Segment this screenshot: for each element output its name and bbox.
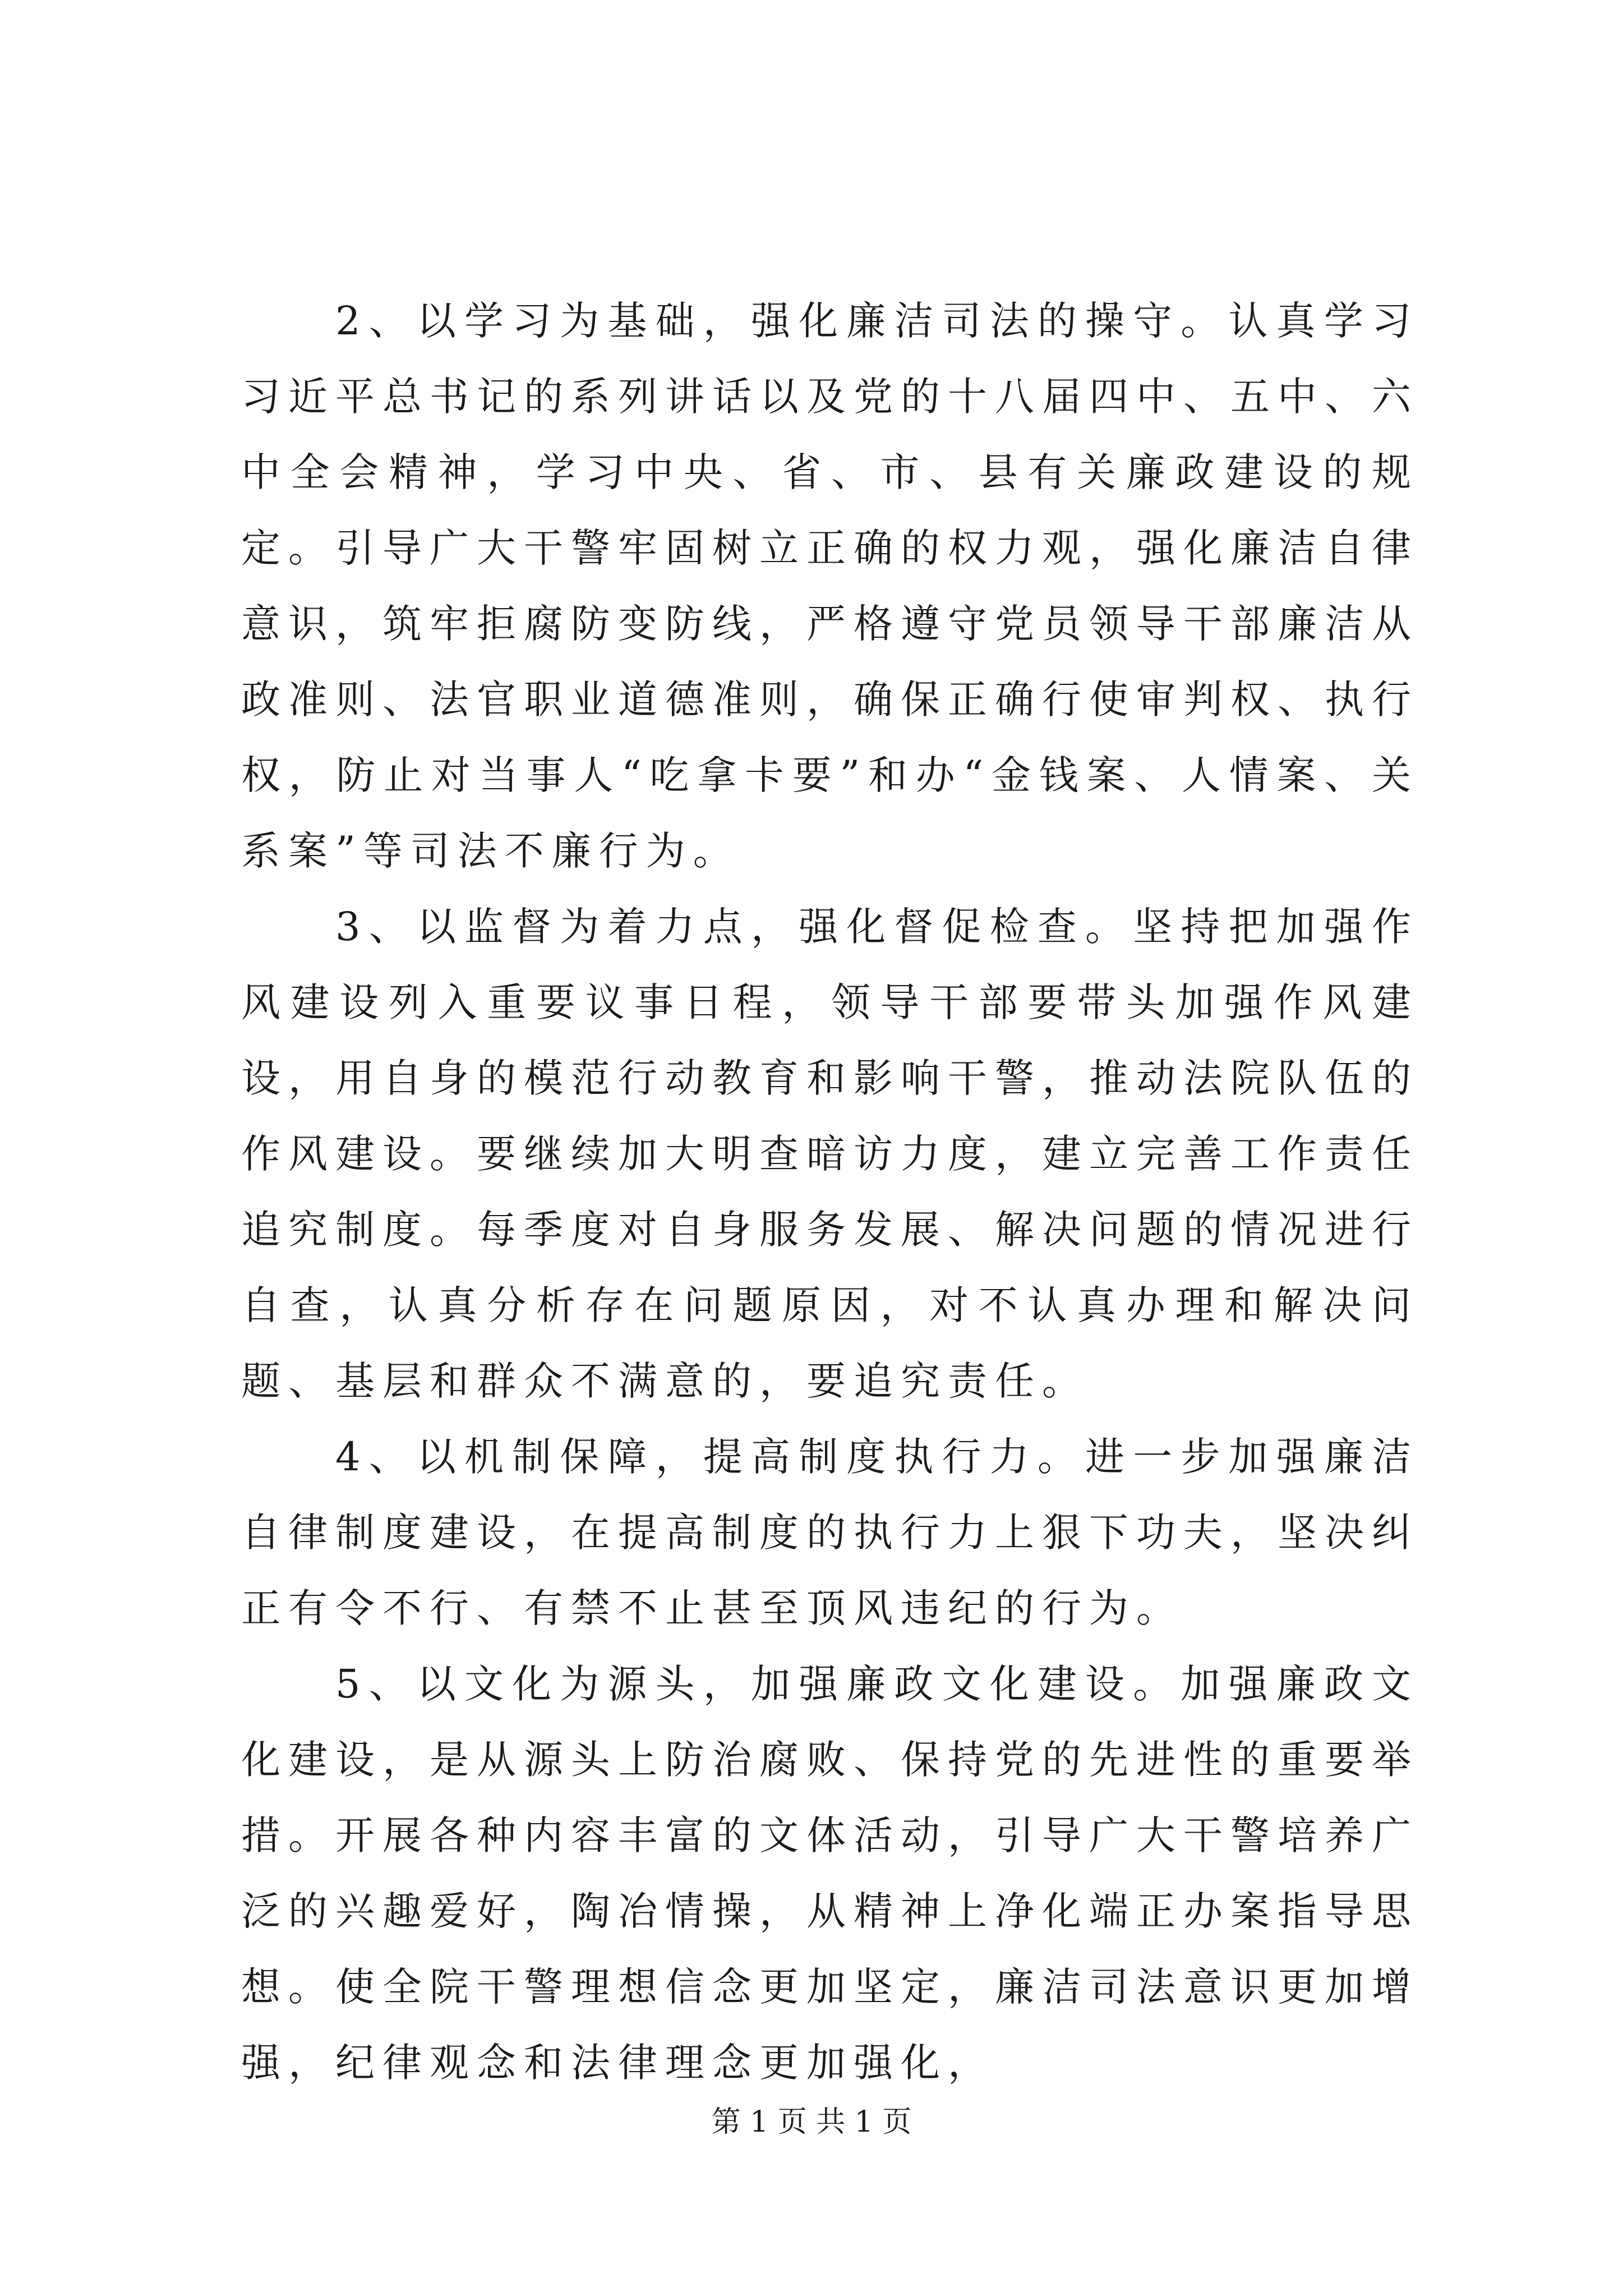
page-number-footer: 第 1 页 共 1 页 <box>711 2105 912 2139</box>
paragraph-5-culture: 5、以文化为源头，加强廉政文化建设。加强廉政文化建设，是从源头上防治腐败、保持党的先进性的重要举措。开展各种内容丰富的文体活动，引导广大干警培养广泛的兴趣爱好，陶冶情操，从精神上净化端正办案指导思想。使全院干警理想信念更加坚定，廉洁司法意识更加增强，纪律观念和法律理念更加强化， <box>241 1661 1419 2086</box>
paragraph-4-mechanism: 4、以机制保障，提高制度执行力。进一步加强廉洁自律制度建设，在提高制度的执行力上狠下功夫，坚决纠正有令不行、有禁不止甚至顶风违纪的行为。 <box>241 1434 1419 1631</box>
paragraph-3-supervision: 3、以监督为着力点，强化督促检查。坚持把加强作风建设列入重要议事日程，领导干部要带头加强作风建设，用自身的模范行动教育和影响干警，推动法院队伍的作风建设。要继续加大明查暗访力度，建立完善工作责任追究制度。每季度对自身服务发展、解决问题的情况进行自查，认真分析存在问题原因，对不认真办理和解决问题、基层和群众不满意的，要追究责任。 <box>241 904 1419 1404</box>
document-body <box>241 283 1419 2101</box>
paragraph-2-study: 2、以学习为基础，强化廉洁司法的操守。认真学习习近平总书记的系列讲话以及党的十八届四中、五中、六中全会精神，学习中央、省、市、县有关廉政建设的规定。引导广大干警牢固树立正确的权力观，强化廉洁自律意识，筑牢拒腐防变防线，严格遵守党员领导干部廉洁从政准则、法官职业道德准则，确保正确行使审判权、执行权，防止对当事人“吃拿卡要”和办“金钱案、人情案、关系案”等司法不廉行为。 <box>241 298 1419 874</box>
